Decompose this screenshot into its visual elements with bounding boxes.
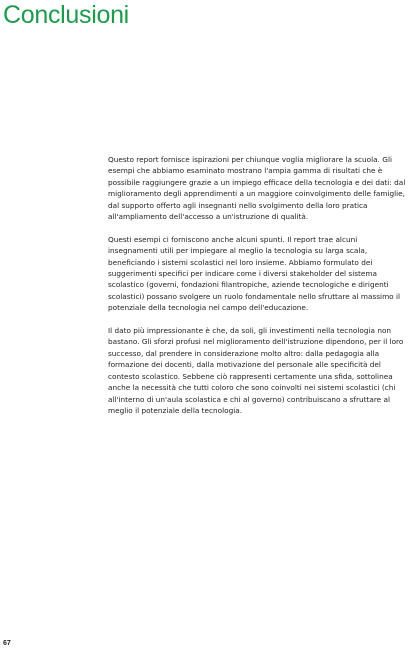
paragraph-1: Questo report fornisce ispirazioni per chiunque voglia migliorare la scuola. Gli esempi che abbiamo esaminato mostrano l'ampia gamma di risultati che è possibile raggiungere grazie a un impiego efficace della tecnologia e dei dati: dal miglioramento degli apprendimenti a un maggiore coinvolgimento delle famiglie, dal supporto offerto agli insegnanti nello svolgimento della loro pratica all'ampliamento dell'accesso a un'istruzione di qualità. [108, 155, 406, 222]
paragraph-2: Questi esempi ci forniscono anche alcuni spunti. Il report trae alcuni insegnamenti utili per impiegare al meglio la tecnologia su larga scala, beneficiando i sistemi scolastici nel loro insieme. Abbiamo formulato dei suggerimenti specifici per indicare come i diversi stakeholder del sistema scolastico (governi, fondazioni filantropiche, aziende tecnologiche e dirigenti scolastici) possano svolgere un ruolo fondamentale nello sfruttare al massimo il potenziale della tecnologia nel campo dell'educazione. [108, 234, 401, 313]
page-title: Conclusioni [3, 1, 129, 29]
paragraph-3: Il dato più impressionante è che, da soli, gli investimenti nella tecnologia non bastano. Gli sforzi profusi nel miglioramento dell'istruzione dipendono, per il loro successo, dal prendere in considerazione molto altro: dalla pedagogia alla formazione dei docenti, dalla motivazione del personale alle specificità del contesto scolastico. Sebbene ciò rappresenti certamente una sfida, sottolinea anche la necessità che tutti coloro che sono coinvolti nei sistemi scolastici (chi all'interno di un'aula scolastica e chi al governo) contribuiscano a sfruttare al meglio il potenziale della tecnologia. [108, 326, 404, 415]
page-number: 67 [3, 640, 11, 647]
body-text [108, 154, 408, 428]
